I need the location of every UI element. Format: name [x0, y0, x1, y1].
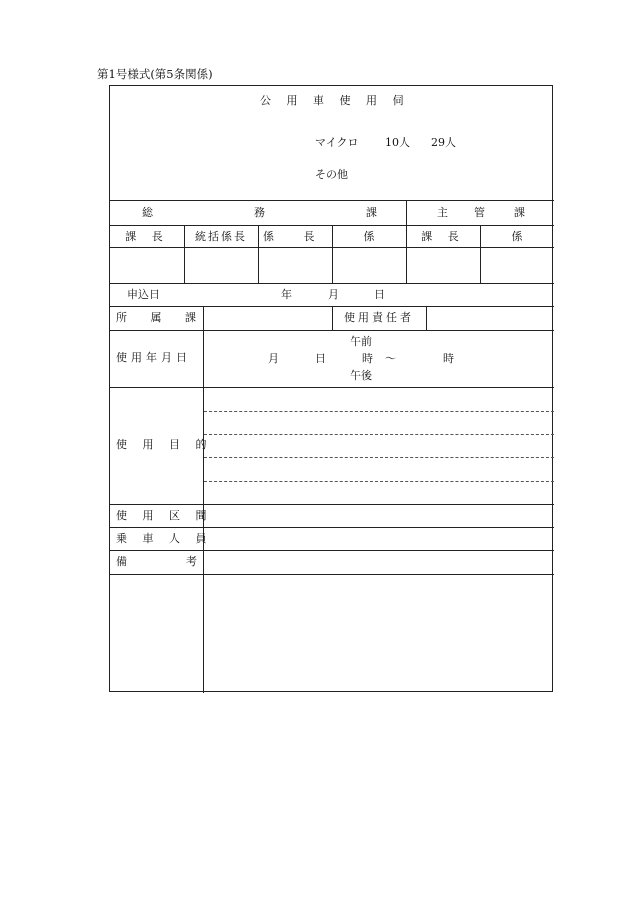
usage-day-unit: 日: [315, 352, 326, 365]
purpose-line[interactable]: [204, 457, 554, 458]
role-main-staff: 係: [511, 230, 523, 243]
divider: [110, 200, 554, 201]
official-vehicle-form: [109, 85, 553, 692]
main-char-1: 主: [437, 206, 448, 219]
dept-char-2: 務: [254, 206, 265, 219]
purpose-line[interactable]: [204, 481, 554, 482]
form-number-caption: 第1号様式(第5条関係): [97, 67, 213, 81]
stamp-box-main-staff[interactable]: [481, 248, 553, 282]
remarks-label-left: 備: [116, 555, 127, 568]
role-subsection-chief: 係 長: [263, 230, 315, 243]
section-label: 使 用 区 間: [116, 509, 207, 522]
role-staff: 係: [363, 230, 375, 243]
application-year-unit: 年: [281, 288, 292, 301]
dept-char-1: 総: [142, 206, 153, 219]
stamp-box-subsection-chief[interactable]: [259, 248, 331, 282]
role-section-chief: 課 長: [125, 230, 169, 243]
passengers-label: 乗 車 人 員: [116, 532, 207, 545]
divider: [110, 283, 554, 284]
am-option[interactable]: 午前: [350, 335, 372, 348]
responsible-person-label: 使用責任者: [344, 311, 414, 324]
application-date-label: 申込日: [127, 288, 160, 301]
purpose-line[interactable]: [204, 434, 554, 435]
notes-right-area[interactable]: [204, 575, 553, 691]
stamp-box-main-chief[interactable]: [407, 248, 479, 282]
divider: [110, 330, 554, 331]
usage-hour-to-unit: 時: [443, 352, 454, 365]
usage-month-unit: 月: [268, 352, 279, 365]
usage-hour-from-unit: 時: [362, 352, 373, 365]
usage-date-label: 使用年月日: [116, 351, 191, 364]
form-title: 公 用 車 使 用 伺: [260, 94, 410, 107]
role-general-chief: 統括係長: [195, 230, 247, 243]
application-day-unit: 日: [374, 288, 385, 301]
application-month-unit: 月: [328, 288, 339, 301]
section-field[interactable]: [204, 505, 553, 526]
vehicle-option-other[interactable]: その他: [315, 168, 348, 181]
main-char-3: 課: [514, 206, 525, 219]
vehicle-type-label: マイクロ: [315, 136, 359, 149]
notes-left-area[interactable]: [111, 575, 202, 691]
role-main-chief: 課 長: [421, 230, 465, 243]
remarks-label-right: 考: [186, 555, 197, 568]
affiliation-label: 所 属 課: [116, 311, 196, 324]
pm-option[interactable]: 午後: [350, 369, 372, 382]
responsible-person-field[interactable]: [427, 307, 553, 329]
affiliation-field[interactable]: [204, 307, 331, 329]
purpose-label: 使 用 目 的: [116, 438, 207, 451]
stamp-box-staff[interactable]: [333, 248, 405, 282]
vehicle-option-29[interactable]: 29人: [431, 136, 456, 149]
stamp-box-general-chief[interactable]: [185, 248, 257, 282]
vehicle-option-10[interactable]: 10人: [385, 136, 410, 149]
passengers-field[interactable]: [204, 528, 553, 549]
remarks-field[interactable]: [204, 551, 553, 573]
stamp-box-section-chief[interactable]: [111, 248, 183, 282]
dept-char-3: 課: [366, 206, 377, 219]
divider: [110, 387, 554, 388]
main-char-2: 管: [474, 206, 485, 219]
tilde-separator: ～: [385, 352, 396, 365]
purpose-line[interactable]: [204, 411, 554, 412]
